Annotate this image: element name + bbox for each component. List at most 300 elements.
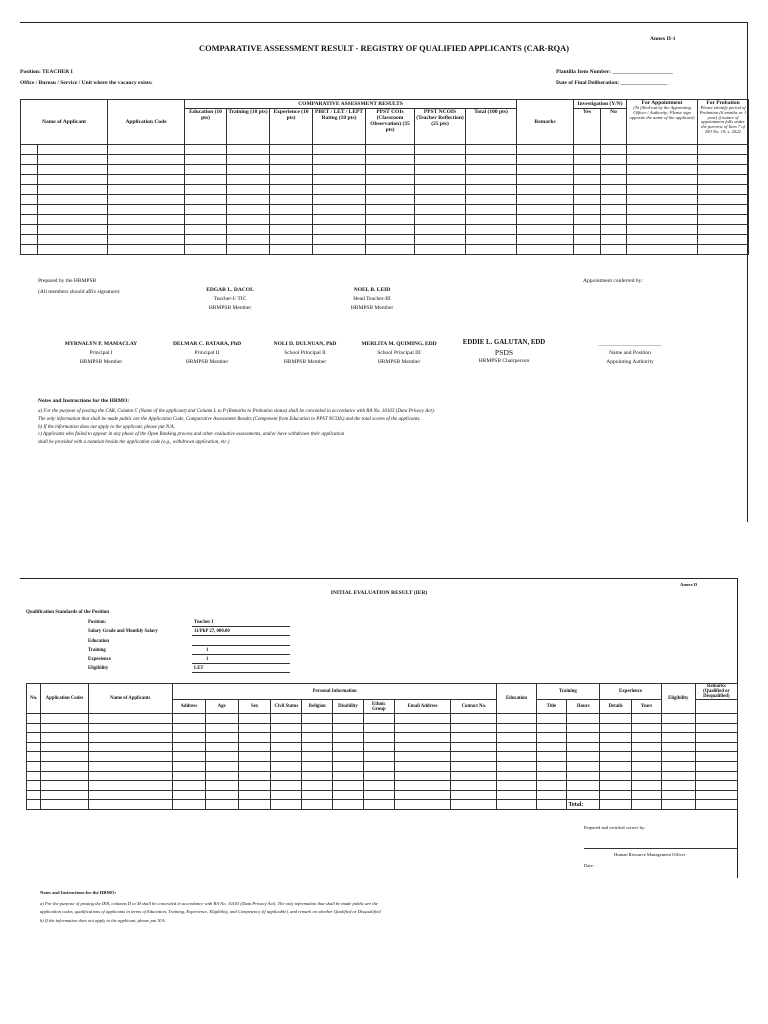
qs-underline <box>192 672 290 673</box>
table-cell <box>695 723 737 733</box>
table-cell <box>695 771 737 781</box>
table-cell <box>497 742 536 752</box>
table-cell <box>333 761 364 771</box>
table-cell <box>238 790 271 800</box>
col-no: No <box>601 109 627 145</box>
table-cell <box>366 175 415 185</box>
table-cell <box>601 225 627 235</box>
table-cell <box>363 752 394 762</box>
table-cell <box>363 723 394 733</box>
col-comparative-results: COMPARATIVE ASSESSMENT RESULTS <box>185 100 517 109</box>
col-for-appointment <box>627 100 698 145</box>
ier-col-years: Years <box>632 700 662 714</box>
car-plantilla: Plantilla Item Number: ______________________ <box>556 69 673 75</box>
table-cell <box>363 761 394 771</box>
table-cell <box>574 165 601 175</box>
signatory-name: MYRNALYN P. MAMACLAY <box>64 341 138 347</box>
ier-col-remarks: Remarks (Qualified or Disqualified) <box>695 684 737 700</box>
table-cell <box>567 790 600 800</box>
table-cell <box>695 742 737 752</box>
table-cell <box>27 800 41 810</box>
table-cell <box>302 800 333 810</box>
table-cell <box>205 781 238 791</box>
table-row <box>27 790 738 800</box>
table-cell <box>38 245 108 255</box>
table-cell <box>88 761 172 771</box>
table-cell <box>466 225 517 235</box>
table-cell <box>394 761 451 771</box>
ier-col-experience: Experience <box>600 684 662 700</box>
table-cell <box>394 771 451 781</box>
table-cell <box>627 185 698 195</box>
table-cell <box>695 781 737 791</box>
col-training: Training (10 pts) <box>227 109 270 145</box>
table-cell <box>88 714 172 724</box>
table-cell <box>38 155 108 165</box>
table-cell <box>88 752 172 762</box>
table-cell <box>661 723 695 733</box>
table-cell <box>415 195 466 205</box>
car-note-line: a) For the purpose of posting the CAR, Column C (Name of the applicant) and Column L to P (Remarks to Probation status) shall be concealed in accordance with RA No. 10163 (Data Privacy Act). <box>38 409 435 414</box>
table-cell <box>238 752 271 762</box>
table-cell <box>205 742 238 752</box>
table-cell <box>698 215 749 225</box>
table-cell <box>270 225 313 235</box>
col-ppst-ncoi: PPST NCOIS (Teacher Reflection) (25 pts) <box>415 109 466 145</box>
table-cell <box>21 175 38 185</box>
table-cell <box>27 742 41 752</box>
ier-notes-title: Notes and Instructions for the HRMO: <box>40 890 117 895</box>
table-cell <box>302 733 333 743</box>
table-cell <box>88 800 172 810</box>
table-cell <box>536 800 567 810</box>
table-cell <box>632 733 662 743</box>
car-position: Position: TEACHER I <box>20 69 73 75</box>
table-cell <box>536 723 567 733</box>
table-cell <box>394 781 451 791</box>
table-cell <box>600 723 632 733</box>
table-cell <box>41 800 88 810</box>
table-cell <box>271 781 302 791</box>
ier-col-civil-status: Civil Status <box>271 700 302 714</box>
table-cell <box>271 761 302 771</box>
table-cell <box>415 205 466 215</box>
table-cell <box>108 195 185 205</box>
table-cell <box>185 175 227 185</box>
table-cell <box>517 155 574 165</box>
col-education: Education (10 pts) <box>185 109 227 145</box>
table-cell <box>88 781 172 791</box>
table-cell <box>632 771 662 781</box>
table-cell <box>601 235 627 245</box>
table-cell <box>517 235 574 245</box>
for-probation-note: Please identify period of Probation (6 months or 1 year) if nature of appointment falls under the purview of Item 7 of DO No. 19, s. 2022 <box>699 105 747 135</box>
table-cell <box>238 761 271 771</box>
table-cell <box>302 742 333 752</box>
qs-underline <box>192 654 290 655</box>
car-note-line: shall be provided with a notation beside the application code (e.g., withdrawn application, etc.) <box>38 440 230 445</box>
table-cell <box>574 155 601 165</box>
table-cell <box>497 781 536 791</box>
table-cell <box>466 165 517 175</box>
table-cell <box>567 752 600 762</box>
table-cell <box>536 771 567 781</box>
table-cell <box>313 165 366 175</box>
table-cell <box>238 742 271 752</box>
ier-date-label: Date: <box>584 863 594 868</box>
table-cell <box>698 185 749 195</box>
table-cell <box>366 225 415 235</box>
table-cell <box>108 185 185 195</box>
table-cell <box>600 752 632 762</box>
table-cell <box>88 723 172 733</box>
car-note-line: b) If the information does not apply to the applicant, please put N/A. <box>38 424 175 430</box>
authority-signature-line: _______________________ <box>598 341 662 347</box>
table-cell <box>238 771 271 781</box>
table-cell <box>227 175 270 185</box>
table-cell <box>601 205 627 215</box>
table-row <box>21 225 749 235</box>
ier-col-personal: Personal Information <box>172 684 497 700</box>
ier-col-eligibility: Eligibility <box>661 684 695 714</box>
table-cell <box>270 185 313 195</box>
table-cell <box>27 714 41 724</box>
table-row <box>27 761 738 771</box>
table-cell <box>394 733 451 743</box>
table-cell <box>627 165 698 175</box>
table-cell <box>451 790 497 800</box>
table-cell <box>205 733 238 743</box>
table-cell <box>366 155 415 165</box>
table-cell <box>394 790 451 800</box>
table-cell <box>517 205 574 215</box>
table-cell <box>302 752 333 762</box>
table-cell <box>698 205 749 215</box>
table-cell <box>466 245 517 255</box>
signatory-role: HRMPSB Member <box>185 359 229 366</box>
col-total: Total (100 pts) <box>466 109 517 145</box>
signatory-title: PSDS <box>494 347 514 357</box>
ier-table <box>26 683 738 810</box>
table-cell <box>698 145 749 155</box>
ier-col-email: Email Address <box>394 700 451 714</box>
table-cell <box>567 781 600 791</box>
table-cell <box>27 761 41 771</box>
table-row <box>21 155 749 165</box>
table-cell <box>627 205 698 215</box>
table-cell <box>172 790 205 800</box>
table-cell <box>451 771 497 781</box>
table-cell <box>333 733 364 743</box>
table-cell <box>366 195 415 205</box>
table-cell <box>698 165 749 175</box>
table-row <box>27 733 738 743</box>
table-cell <box>451 723 497 733</box>
table-cell <box>632 723 662 733</box>
table-cell <box>517 165 574 175</box>
table-cell <box>227 215 270 225</box>
table-cell <box>415 185 466 195</box>
table-cell <box>185 235 227 245</box>
ier-col-age: Age <box>205 700 238 714</box>
table-cell <box>366 235 415 245</box>
table-cell <box>38 205 108 215</box>
table-cell <box>567 733 600 743</box>
car-title: COMPARATIVE ASSESSMENT RESULT - REGISTRY OF QUALIFIED APPLICANTS (CAR-RQA) <box>199 44 569 53</box>
table-cell <box>695 752 737 762</box>
table-cell <box>600 790 632 800</box>
table-row <box>21 185 749 195</box>
table-cell <box>574 175 601 185</box>
table-cell <box>302 771 333 781</box>
col-yes: Yes <box>574 109 601 145</box>
signatory-role: HRMPSB Member <box>350 305 394 312</box>
table-cell <box>394 714 451 724</box>
table-cell <box>366 245 415 255</box>
table-cell <box>41 742 88 752</box>
ier-col-religion: Religion <box>302 700 333 714</box>
table-cell <box>21 165 38 175</box>
for-appointment-note: (To filled-out by the Appointing Officer / Authority; Please sign opposite the name of the applicant) <box>629 105 695 120</box>
table-cell <box>238 723 271 733</box>
table-cell <box>271 771 302 781</box>
qs-label: Position: <box>88 620 107 625</box>
table-cell <box>497 790 536 800</box>
car-notes <box>38 408 738 447</box>
table-row <box>21 175 749 185</box>
table-cell <box>366 215 415 225</box>
table-cell <box>601 145 627 155</box>
table-cell <box>574 205 601 215</box>
signatory-dulnuan <box>256 340 354 367</box>
table-cell <box>415 165 466 175</box>
table-cell <box>108 205 185 215</box>
prepared-by: Prepared by the HRMPSB <box>38 278 97 284</box>
table-cell <box>698 195 749 205</box>
table-cell <box>698 225 749 235</box>
table-row <box>21 165 749 175</box>
table-row <box>21 245 749 255</box>
table-cell <box>517 215 574 225</box>
table-cell <box>227 235 270 245</box>
table-cell <box>21 145 38 155</box>
table-cell <box>227 145 270 155</box>
table-cell <box>38 185 108 195</box>
ier-col-training: Training <box>536 684 600 700</box>
qs-label: Education <box>88 639 110 644</box>
table-cell <box>271 733 302 743</box>
signatory-role: HRMPSB Member <box>208 305 252 312</box>
table-cell <box>632 790 662 800</box>
appointment-conferred: Appointment conferred by: <box>583 278 643 284</box>
table-cell <box>451 761 497 771</box>
table-cell <box>333 742 364 752</box>
table-cell <box>41 761 88 771</box>
car-annex-label: Annex II-1 <box>650 36 676 42</box>
table-cell <box>497 800 536 810</box>
table-cell <box>661 781 695 791</box>
table-cell <box>695 714 737 724</box>
table-cell <box>627 215 698 225</box>
ier-col-address: Address <box>172 700 205 714</box>
table-cell <box>466 185 517 195</box>
table-cell <box>363 771 394 781</box>
table-cell <box>600 714 632 724</box>
col-name-of-applicant: Name of Applicant <box>21 100 108 145</box>
table-cell <box>21 185 38 195</box>
table-cell <box>574 185 601 195</box>
table-cell <box>108 155 185 165</box>
table-cell <box>271 800 302 810</box>
table-cell <box>108 165 185 175</box>
table-cell <box>466 195 517 205</box>
table-cell <box>366 185 415 195</box>
table-cell <box>185 155 227 165</box>
ier-total-label: Total: <box>567 800 600 810</box>
table-cell <box>205 771 238 781</box>
ier-annex-label: Annex D <box>680 582 698 587</box>
table-cell <box>185 245 227 255</box>
qs-label: Eligibility <box>88 666 109 671</box>
table-cell <box>627 225 698 235</box>
ier-col-sex: Sex <box>238 700 271 714</box>
table-cell <box>366 165 415 175</box>
table-cell <box>661 761 695 771</box>
table-cell <box>227 185 270 195</box>
signatory-title: Principal II <box>194 350 220 357</box>
ier-col-title: Title <box>536 700 567 714</box>
table-cell <box>41 790 88 800</box>
table-cell <box>227 155 270 165</box>
table-cell <box>333 790 364 800</box>
ier-note-line: b) If the information does not apply to the applicant, please put N/A. <box>40 917 166 923</box>
table-cell <box>108 245 185 255</box>
table-row <box>21 215 749 225</box>
table-cell <box>601 195 627 205</box>
table-cell <box>466 235 517 245</box>
qs-label: Experience <box>88 657 111 662</box>
table-cell <box>497 723 536 733</box>
table-cell <box>415 235 466 245</box>
table-cell <box>600 781 632 791</box>
table-cell <box>313 215 366 225</box>
ier-col-ethnic-group: Ethnic Group <box>363 700 394 714</box>
car-table-body <box>21 145 749 255</box>
authority-role: Appointing Authority <box>606 359 654 366</box>
table-cell <box>238 781 271 791</box>
qs-value: LET <box>194 666 204 671</box>
car-office: Office / Bureau / Service / Unit where the vacancy exists: <box>20 80 153 86</box>
col-remarks: Remarks <box>517 100 574 145</box>
table-cell <box>270 155 313 165</box>
table-cell <box>517 175 574 185</box>
table-cell <box>363 714 394 724</box>
table-cell <box>271 723 302 733</box>
table-cell <box>333 752 364 762</box>
ier-col-disability: Disability <box>333 700 364 714</box>
qs-value: 1 <box>206 648 209 653</box>
car-note-line: The only information that shall be made public are the Application Code, Comparative Assessment Results (Component from Education to PPST NCOIs) and the total scores of the applicants. <box>38 416 421 422</box>
table-cell <box>567 714 600 724</box>
signatory-name: NOEL B. LEID <box>353 287 391 293</box>
table-cell <box>205 714 238 724</box>
ier-table-body <box>27 714 738 810</box>
table-row <box>27 742 738 752</box>
table-cell <box>41 714 88 724</box>
table-cell <box>698 175 749 185</box>
table-cell <box>517 245 574 255</box>
table-cell <box>415 215 466 225</box>
table-cell <box>172 800 205 810</box>
table-cell <box>238 714 271 724</box>
table-cell <box>363 790 394 800</box>
table-cell <box>698 235 749 245</box>
table-cell <box>302 781 333 791</box>
table-row <box>27 771 738 781</box>
table-cell <box>270 145 313 155</box>
table-cell <box>451 742 497 752</box>
table-cell <box>185 195 227 205</box>
car-note-line: c) Applicants who failed to appear in any phase of the Open Ranking process and other evaluative assessments, and/or have withdrawn their application <box>38 432 345 438</box>
table-cell <box>600 800 632 810</box>
signatory-dacol <box>180 286 280 313</box>
hrmo-signature-line <box>584 848 738 849</box>
table-cell <box>415 145 466 155</box>
table-cell <box>333 714 364 724</box>
table-cell <box>627 245 698 255</box>
table-cell <box>661 752 695 762</box>
table-cell <box>88 771 172 781</box>
table-cell <box>574 245 601 255</box>
table-cell <box>466 145 517 155</box>
table-cell <box>271 714 302 724</box>
table-cell <box>363 733 394 743</box>
table-cell <box>574 195 601 205</box>
table-cell <box>415 175 466 185</box>
appointing-authority <box>578 340 682 367</box>
qs-label: Training <box>88 648 106 653</box>
table-cell <box>574 145 601 155</box>
table-cell <box>466 175 517 185</box>
table-cell <box>363 781 394 791</box>
table-cell <box>366 205 415 215</box>
table-cell <box>27 790 41 800</box>
table-cell <box>536 742 567 752</box>
table-cell <box>38 175 108 185</box>
table-cell <box>271 742 302 752</box>
table-cell <box>270 175 313 185</box>
col-for-probation <box>698 100 749 145</box>
signatory-role: HRMPSB Member <box>377 359 421 366</box>
table-cell <box>88 790 172 800</box>
qs-value: Teacher I <box>194 620 214 625</box>
table-cell <box>205 752 238 762</box>
table-cell <box>451 781 497 791</box>
table-cell <box>415 245 466 255</box>
signatory-name: EDDIE L. GALUTAN, EDD <box>462 339 546 346</box>
table-cell <box>661 800 695 810</box>
table-cell <box>313 155 366 165</box>
table-cell <box>497 714 536 724</box>
hrmo-title: Human Resource Management Officer <box>614 852 686 857</box>
table-row <box>27 714 738 724</box>
signatory-leid <box>322 286 422 313</box>
table-cell <box>21 235 38 245</box>
ier-col-details: Details <box>600 700 632 714</box>
table-row <box>21 205 749 215</box>
table-cell <box>172 761 205 771</box>
car-rqa-sheet <box>20 22 748 522</box>
